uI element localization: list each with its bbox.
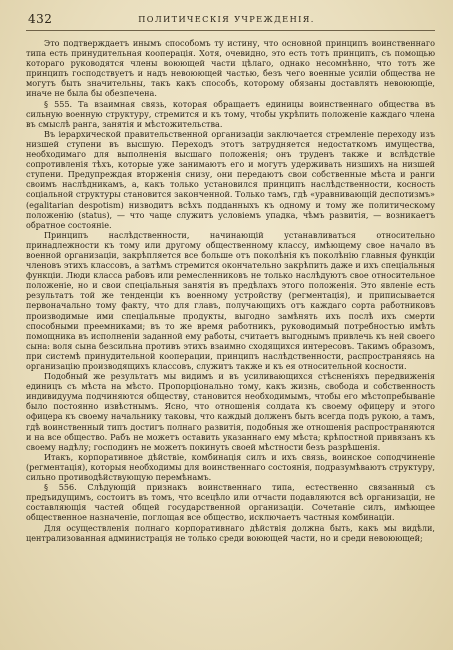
paragraph: Въ іерархической правительственной организаціи заключается стремленіе переходу изъ низшей ступени въ высшую. Переходъ этотъ затрудняется недостаткомъ имущества, необходимаго для выполненія высшаго положенія; онъ труденъ также и вслѣдствіе сопротивленія тѣхъ, которые уже занимаютъ его и могутъ удерживать низшихъ на низшей ступени. Предупреждая вторженія снизу, они передаютъ свои собственные мѣста и ранги своимъ наслѣдникамъ, а, какъ только установился принципъ наслѣдственности, косность соціальной структуры становится законченной. Только тамъ, гдѣ «уравнивающій деспотизмъ» (egalitarian despotism) низводитъ всѣхъ подданныхъ къ одному и тому же политическому положенію (status), — что чаще служитъ условіемъ упадка, чѣмъ развитія, — возникаетъ обратное состояніе. [26,128,435,230]
paragraph: § 555. Та взаимная связь, которая обращаетъ единицы воинственнаго общества въ сильную военную структуру, стремится и къ тому, чтобы укрѣпить положеніе каждаго члена въ смыслѣ ранга, занятія и мѣстожительства. [26,98,435,129]
text-body [26,38,435,543]
header-rule [26,30,435,31]
paragraph: Для осуществленія полнаго корпоративнаго дѣйствія должна быть, какъ мы видѣли, централизованная администрація не только среди воюющей части, но и среди невоюющей; [26,522,435,543]
running-head: ПОЛИТИЧЕСКІЯ УЧРЕЖДЕНІЯ. [138,14,315,24]
paragraph: § 556. Слѣдующій признакъ воинственнаго типа, естественно связанный съ предъидущимъ, состоитъ въ томъ, что всецѣло или отчасти подавляются всѣ организаціи, не составляющія частей общей государственной организаціи. Сочетаніе силъ, имѣющее общественное назначеніе, поглощая все общество, исключаетъ частныя комбинаціи. [26,482,435,523]
paragraph: Принципъ наслѣдственности, начинающій устанавливаться относительно принадлежности къ тому или другому общественному классу, имѣющему свое начало въ военной организаціи, закрѣпляется все больше отъ поколѣнія къ поколѣнію главныя функціи членовъ этихъ классовъ, а затѣмъ стремится окончательно закрѣпить даже и ихъ спеціальныя функціи. Люди класса рабовъ или ремесленниковъ не только наслѣдуютъ свое относительное положеніе, но и свои спеціальныя занятія въ предѣлахъ этого положенія. Это явленіе есть результатъ той же тенденціи къ военному устройству (регментація), и приписывается первоначально тому факту, что для главъ, получающихъ отъ каждаго сорта работниковъ производимые ими спеціальные продукты, выгодно замѣнять ихъ послѣ ихъ смерти способными преемниками; въ то же время работникъ, руководимый потребностью имѣть помощника въ исполненіи заданной ему работы, считаетъ выгоднымъ привлечь къ ней своего сына: воля сына безсильна противъ этихъ взаимно сходящихся интересовъ. Такимъ образомъ, при системѣ принудительной кооперации, принципъ наслѣдственности, распространяясь на организацію производящихъ классовъ, служитъ также и къ ея относительной косности. [26,229,435,371]
page-number: 432 [28,12,53,26]
paragraph: Это подтверждаетъ инымъ способомъ ту истину, что основной принципъ воинственнаго типа есть принудительная кооперація. Хотя, очевидно, это есть тотъ принципъ, съ помощью котораго руководятся члены воюющей части цѣлаго, однако несомнѣнно, что тотъ же принципъ господствуетъ и надъ невоюющей частью, безъ чего военные усиліи общества не могутъ быть значительны, такъ какъ способъ, которому обязаны доставлять невоюющіе, иначе не была бы обезпечена. [26,38,435,99]
paragraph: Подобный же результатъ мы видимъ и въ усиливающихся стѣсненіяхъ передвиженія единицъ съ мѣста на мѣсто. Пропорціонально тому, какъ жизнь, свобода и собственность индивидуума подчиняются обществу, становится необходимымъ, чтобы его мѣстопребываніе было постоянно извѣстнымъ. Ясно, что отношенія солдата къ своему офицеру и этого офицера къ своему начальнику таковы, что каждый долженъ быть всегда подъ рукою, а тамъ, гдѣ воинственный типъ достигъ полнаго развитія, подобныя же отношенія распространяются и на все общество. Рабъ не можетъ оставить указаннаго ему мѣста; крѣпостной привязанъ къ своему надѣлу; господинъ не можетъ покинуть своей мѣстности безъ разрѣшенія. [26,371,435,452]
paragraph: Итакъ, корпоративное дѣйствіе, комбинація силъ и ихъ связь, воинское соподчиненіе (регментація), которыя необходимы для воинственнаго состоянія, подразумѣваютъ структуру, сильно противодѣйствующую перемѣнамъ. [26,451,435,483]
